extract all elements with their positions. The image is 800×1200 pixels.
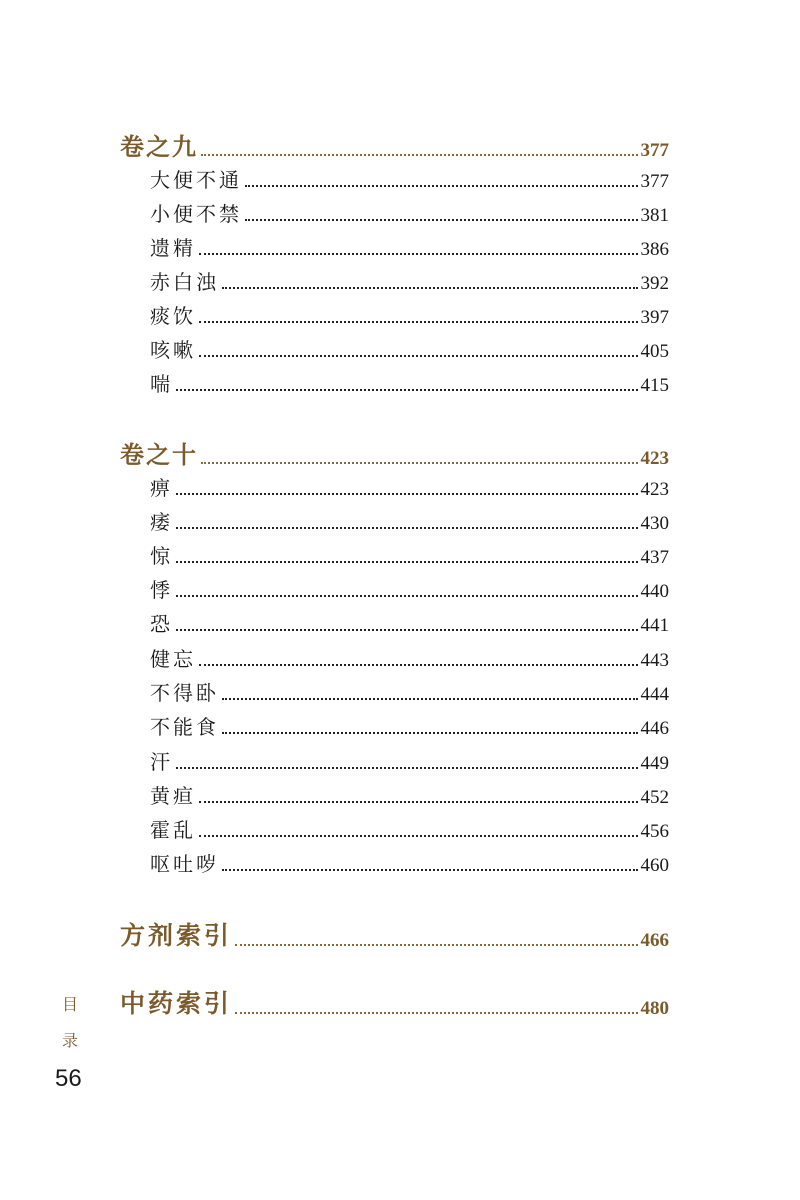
entry-page: 441 (640, 615, 669, 636)
toc-entry[interactable] (150, 541, 669, 569)
entry-title: 恐 (150, 612, 173, 636)
entry-page: 392 (640, 273, 669, 294)
entry-title: 惊 (150, 544, 173, 568)
dot-leader (222, 287, 638, 289)
toc-entry[interactable] (150, 678, 669, 706)
toc-volume-10[interactable] (120, 438, 669, 470)
entry-title: 小便不禁 (150, 202, 242, 226)
volume-title: 卷之九 (120, 132, 198, 161)
dot-leader (245, 219, 638, 221)
volume-title: 卷之十 (120, 440, 198, 469)
dot-leader (176, 595, 638, 597)
toc-herb-index[interactable] (120, 986, 669, 1020)
dot-leader (235, 944, 637, 946)
toc-entry[interactable] (150, 815, 669, 843)
entry-page: 456 (640, 821, 669, 842)
toc-entry[interactable] (150, 575, 669, 603)
entry-title: 痿 (150, 510, 173, 534)
toc-entry[interactable] (150, 473, 669, 501)
toc-entry[interactable] (150, 335, 669, 363)
toc-entry[interactable] (150, 849, 669, 877)
entry-page: 443 (640, 650, 669, 671)
entry-title: 赤白浊 (150, 270, 219, 294)
entry-title: 痰饮 (150, 304, 196, 328)
dot-leader (201, 462, 638, 464)
dot-leader (199, 835, 638, 837)
entry-title: 汗 (150, 750, 173, 774)
toc-entry[interactable] (150, 781, 669, 809)
entry-page: 452 (640, 787, 669, 808)
dot-leader (199, 355, 638, 357)
side-label-char: 录 (61, 1031, 78, 1050)
entry-title: 咳嗽 (150, 338, 196, 362)
toc-entry[interactable] (150, 165, 669, 193)
dot-leader (201, 154, 638, 156)
dot-leader (176, 493, 638, 495)
entry-page: 444 (640, 684, 669, 705)
entry-page: 405 (640, 341, 669, 362)
dot-leader (199, 801, 638, 803)
dot-leader (222, 698, 638, 700)
toc-volume-9[interactable] (120, 130, 669, 162)
toc-entry[interactable] (150, 609, 669, 637)
dot-leader (199, 253, 638, 255)
entry-page: 397 (640, 307, 669, 328)
side-label-char: 目 (61, 995, 78, 1014)
entry-title: 不能食 (150, 715, 219, 739)
dot-leader (199, 321, 638, 323)
entry-page: 415 (640, 375, 669, 396)
entry-title: 悸 (150, 578, 173, 602)
entry-page: 449 (640, 753, 669, 774)
volume-page: 423 (640, 448, 669, 469)
toc-formula-index[interactable] (120, 918, 669, 952)
dot-leader (235, 1012, 637, 1014)
entry-page: 430 (640, 513, 669, 534)
dot-leader (176, 561, 638, 563)
dot-leader (176, 389, 638, 391)
toc-entry[interactable] (150, 507, 669, 535)
index-page: 466 (640, 930, 669, 951)
dot-leader (245, 185, 638, 187)
entry-title: 大便不通 (150, 168, 242, 192)
toc-entry[interactable] (150, 233, 669, 261)
dot-leader (176, 527, 638, 529)
entry-page: 423 (640, 479, 669, 500)
toc-entry[interactable] (150, 644, 669, 672)
toc-entry[interactable] (150, 199, 669, 227)
toc-entry[interactable] (150, 369, 669, 397)
entry-title: 霍乱 (150, 818, 196, 842)
entry-page: 377 (640, 171, 669, 192)
dot-leader (176, 767, 638, 769)
index-page: 480 (640, 998, 669, 1019)
toc-entry[interactable] (150, 301, 669, 329)
dot-leader (199, 664, 638, 666)
entry-page: 437 (640, 547, 669, 568)
entry-title: 呕吐哕 (150, 852, 219, 876)
dot-leader (176, 629, 638, 631)
entry-page: 446 (640, 718, 669, 739)
page-number: 56 (55, 1065, 82, 1092)
entry-page: 460 (640, 855, 669, 876)
entry-title: 不得卧 (150, 681, 219, 705)
entry-title: 痹 (150, 476, 173, 500)
entry-title: 黄疸 (150, 784, 196, 808)
toc-entry[interactable] (150, 712, 669, 740)
dot-leader (222, 732, 638, 734)
index-title: 方剂索引 (120, 921, 233, 950)
toc-entry[interactable] (150, 747, 669, 775)
entry-page: 386 (640, 239, 669, 260)
toc-entry[interactable] (150, 267, 669, 295)
volume-page: 377 (640, 140, 669, 161)
entry-title: 健忘 (150, 647, 196, 671)
entry-page: 381 (640, 205, 669, 226)
entry-title: 喘 (150, 372, 173, 396)
dot-leader (222, 869, 638, 871)
entry-title: 遗精 (150, 236, 196, 260)
index-title: 中药索引 (120, 989, 233, 1018)
entry-page: 440 (640, 581, 669, 602)
